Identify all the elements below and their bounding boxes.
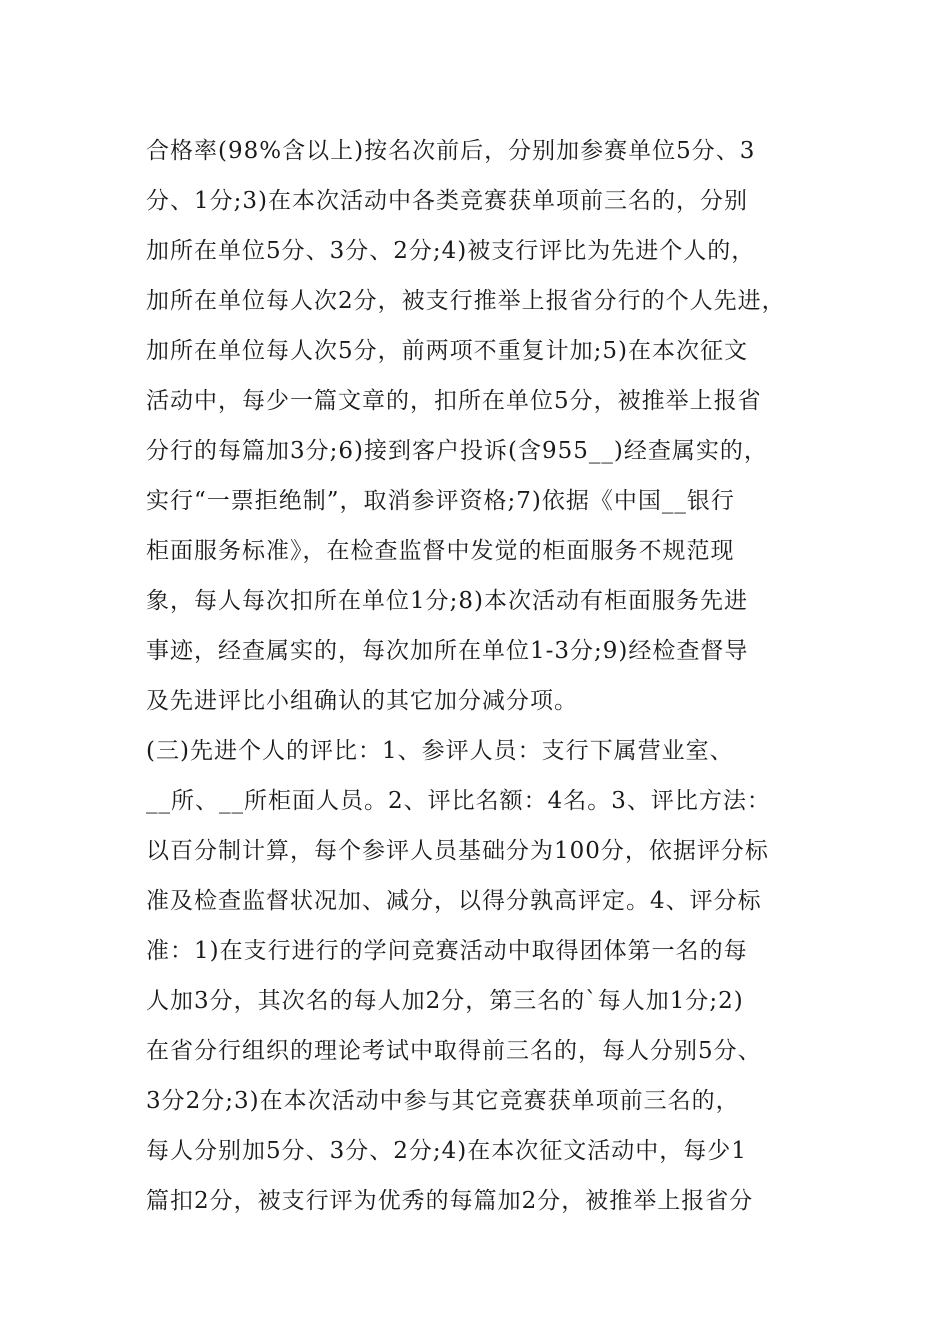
text-line: 及先进评比小组确认的其它加分减分项。 <box>146 688 578 714</box>
text-line: 分、1分;3)在本次活动中各类竞赛获单项前三名的，分别 <box>146 188 748 214</box>
paragraph-start-line: (三)先进个人的评比：1、参评人员：支行下属营业室、 <box>146 738 734 764</box>
text-line: 3分2分;3)在本次活动中参与其它竞赛获单项前三名的， <box>146 1088 740 1114</box>
text-line: 柜面服务标准》，在检查监督中发觉的柜面服务不规范现 <box>146 538 735 564</box>
text-line: 活动中，每少一篇文章的，扣所在单位5分，被推举上报省 <box>146 388 762 414</box>
text-line: 在省分行组织的理论考试中取得前三名的，每人分别5分、 <box>146 1038 762 1064</box>
text-line: 加所在单位5分、3分、2分;4)被支行评比为先进个人的， <box>146 238 756 264</box>
text-line: 加所在单位每人次2分，被支行推举上报省分行的个人先进， <box>146 288 786 314</box>
text-line: 准：1)在支行进行的学问竞赛活动中取得团体第一名的每 <box>146 938 748 964</box>
text-line: 合格率(98%含以上)按名次前后，分别加参赛单位5分、3 <box>146 138 756 164</box>
text-line: 象，每人每次扣所在单位1分;8)本次活动有柜面服务先进 <box>146 588 748 614</box>
text-line: __所、__所柜面人员。2、评比名额：4名。3、评比方法： <box>146 788 771 814</box>
text-line: 加所在单位每人次5分，前两项不重复计加;5)在本次征文 <box>146 338 748 364</box>
text-line: 每人分别加5分、3分、2分;4)在本次征文活动中，每少1 <box>146 1138 747 1164</box>
text-line: 事迹，经查属实的，每次加所在单位1-3分;9)经检查督导 <box>146 638 749 664</box>
text-line: 人加3分，其次名的每人加2分，第三名的`每人加1分;2) <box>146 988 744 1014</box>
text-line: 分行的每篇加3分;6)接到客户投诉(含955__)经查属实的， <box>146 438 768 464</box>
text-line: 以百分制计算，每个参评人员基础分为100分，依据评分标 <box>146 838 769 864</box>
text-line: 实行“一票拒绝制”，取消参评资格;7)依据《中国__银行 <box>146 488 735 514</box>
text-line: 准及检查监督状况加、减分，以得分孰高评定。4、评分标 <box>146 888 762 914</box>
text-line: 篇扣2分，被支行评为优秀的每篇加2分，被推举上报省分 <box>146 1188 754 1214</box>
